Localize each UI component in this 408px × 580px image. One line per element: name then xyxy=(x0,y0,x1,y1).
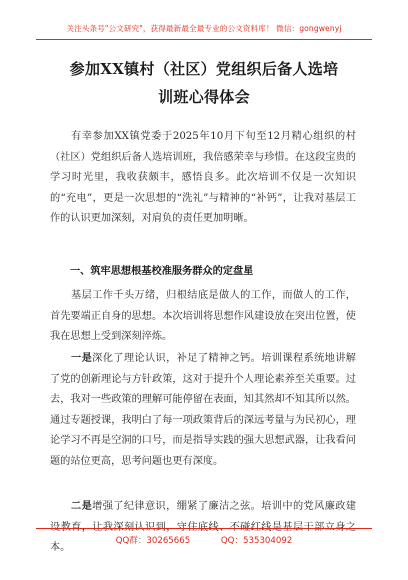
section-paragraph-2 xyxy=(50,348,356,473)
point-lead-1: 一是 xyxy=(71,352,93,364)
section-heading: 一、筑牢思想根基校准服务群众的定盘星 xyxy=(70,265,254,277)
footer-qq-group: QQ群：30265665 xyxy=(115,536,191,546)
section-paragraph-1: 基层工作千头万绪，归根结底是做人的工作，而做人的工作，首先要端正自身的思想。本次培训将思想作风建设放在突出位置，使我在思想上受到深刻淬炼。 xyxy=(50,290,356,343)
footer-contact xyxy=(0,534,408,546)
point-text-1: 深化了理论认识，补足了精神之钙。培训课程系统地讲解了党的创新理论与方针政策，这对于提升个人理论素养至关重要。过去，我对一些政策的理解可能停留在表面，知其然却不知其所以然。通过专题授课，我明白了每一项政策背后的深远考量与为民初心，理论学习不再是空洞的口号，而是指导实践的强大思想武器，让我看问题的站位更高，思考问题也更有深度。 xyxy=(50,353,356,467)
point-text-2: 增强了纪律意识，绷紧了廉洁之弦。培训中的党风廉政建设教育，让我深刻认识到，守住底线、不碰红线是基层干部立身之本。 xyxy=(50,501,356,554)
footer-divider xyxy=(36,528,372,529)
point-lead-2: 二是 xyxy=(71,500,93,512)
intro-paragraph: 有幸参加XX镇党委于2025年10月下旬至12月精心组织的村（社区）党组织后备人选培训班，我倍感荣幸与珍惜。在这段宝贵的学习时光里，我收获颇丰，感悟良多。此次培训不仅是一次知识的“充电”，更是一次思想的“洗礼”与精神的“补钙”，让我对基层工作的认识更加深刻，对肩负的责任更加明晰。 xyxy=(50,131,356,225)
document-title-line2: 训班心得体会 xyxy=(158,88,250,106)
header-banner: 关注头条号"公文研究"，获得最新最全最专业的公文资料库！ 微信：gongwenyj xyxy=(66,24,342,33)
document-title-line1: 参加XX镇村（社区）党组织后备人选培 xyxy=(69,60,339,78)
footer-qq: QQ：535304092 xyxy=(220,536,293,546)
header-divider xyxy=(36,39,372,40)
